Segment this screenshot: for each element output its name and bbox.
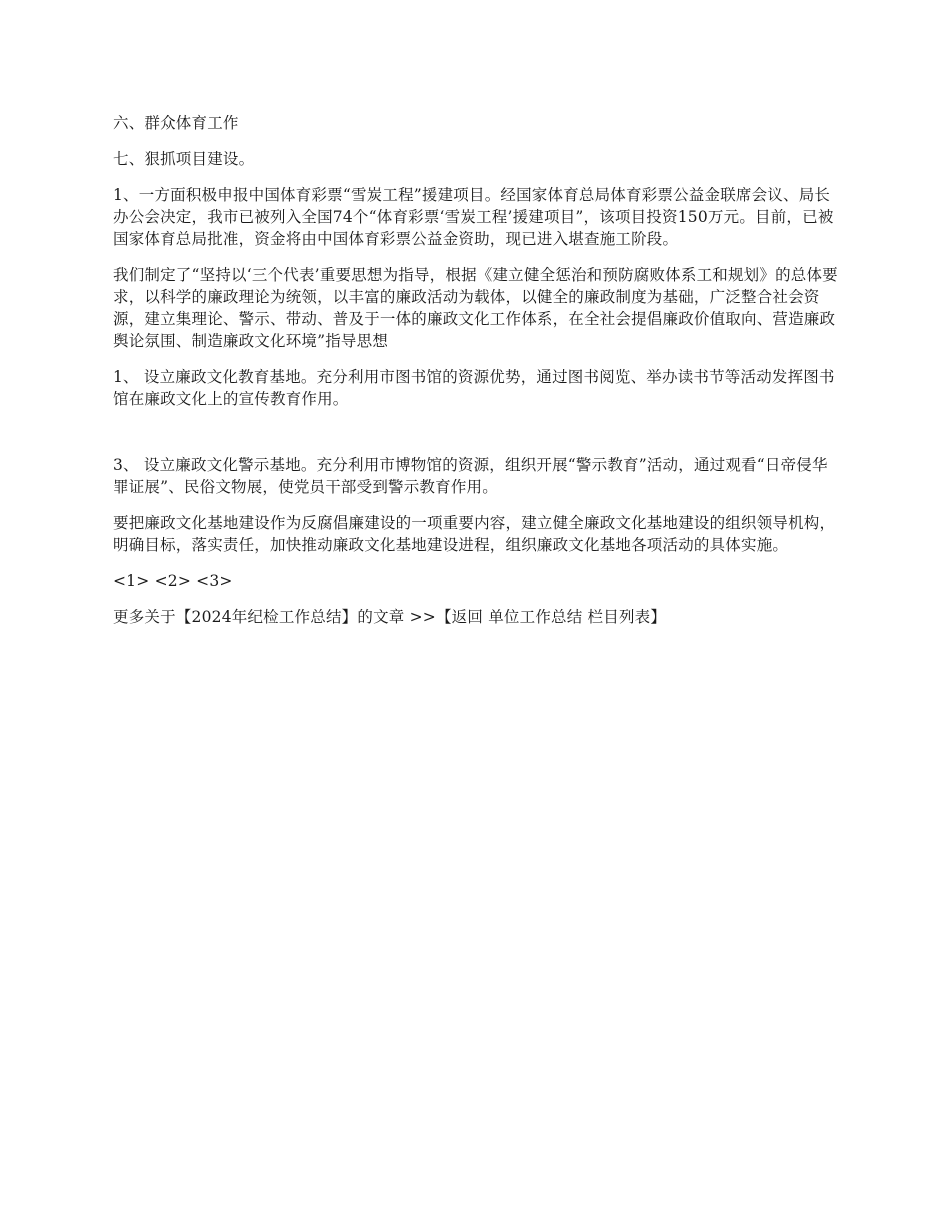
paragraph-project: 1、一方面积极申报中国体育彩票“雪炭工程”援建项目。经国家体育总局体育彩票公益金联席会议、局长办公会决定，我市已被列入全国74个“体育彩票‘雪炭工程’援建项目”，该项目投资150万元。目前，已被国家体育总局批准，资金将由中国体育彩票公益金资助，现已进入堪查施工阶段。 — [113, 186, 834, 248]
back-open: 【返回 — [435, 608, 489, 626]
paragraph-education-base: 1、 设立廉政文化教育基地。充分利用市图书馆的资源优势，通过图书阅览、举办读书节等活动发挥图书馆在廉政文化上的宣传教育作用。 — [113, 368, 835, 408]
page-link-1[interactable]: <1> — [113, 572, 150, 590]
page-link-2[interactable]: <2> — [154, 572, 192, 590]
pagination — [113, 570, 843, 592]
section-heading-6: 六、群众体育工作 — [113, 114, 239, 132]
section-heading-7: 七、狠抓项目建设。 — [113, 150, 255, 168]
section-link[interactable]: 单位工作总结 — [488, 608, 583, 626]
page-link-3[interactable]: <3> — [196, 572, 233, 590]
spacer — [113, 424, 843, 454]
more-articles-line — [113, 606, 843, 628]
topic-link[interactable]: 2024年纪检工作总结 — [191, 608, 342, 626]
more-middle: 】的文章 >> — [341, 608, 436, 626]
paragraph-warning-base: 3、 设立廉政文化警示基地。充分利用市博物馆的资源，组织开展“警示教育”活动，通过观看“日帝侵华罪证展”、民俗文物展，使党员干部受到警示教育作用。 — [113, 456, 828, 496]
paragraph-construction: 要把廉政文化基地建设作为反腐倡廉建设的一项重要内容，建立健全廉政文化基地建设的组织领导机构，明确目标，落实责任，加快推动廉政文化基地建设进程，组织廉政文化基地各项活动的具体实施。 — [113, 514, 836, 554]
more-prefix: 更多关于【 — [113, 608, 192, 626]
document-body — [113, 112, 843, 642]
paragraph-guiding-thought: 我们制定了“坚持以‘三个代表’重要思想为指导，根据《建立健全惩治和预防腐败体系工和规划》的总体要求，以科学的廉政理论为统领，以丰富的廉政活动为载体，以健全的廉政制度为基础，广泛整合社会资源，建立集理论、警示、带动、普及于一体的廉政文化工作体系，在全社会提倡廉政价值取向、营造廉政舆论氛围、制造廉政文化环境”指导思想 — [113, 266, 838, 350]
back-close: 栏目列表】 — [582, 608, 667, 626]
